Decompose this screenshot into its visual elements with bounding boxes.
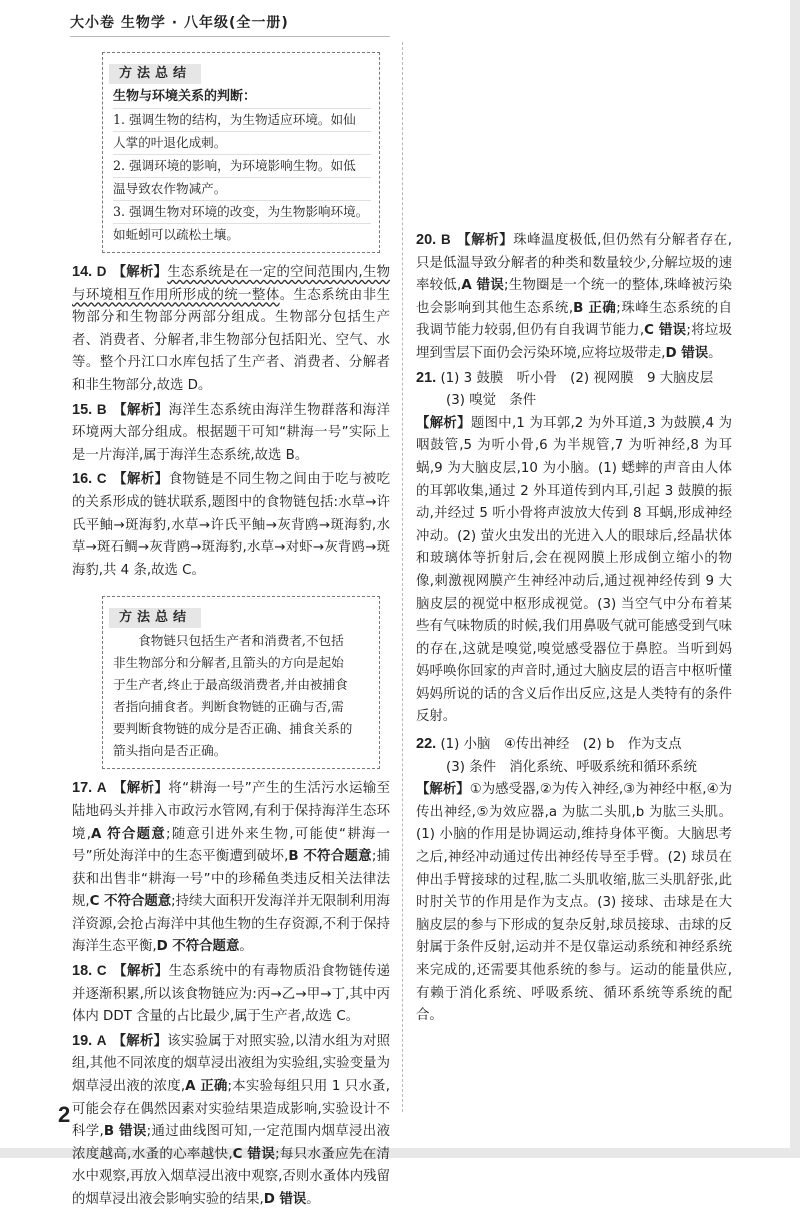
method-line: 要判断食物链的成分是否正确、捕食关系的 bbox=[113, 721, 353, 737]
page-number: 2 bbox=[58, 1102, 71, 1127]
explanation-text: 海洋生态系统由海洋生物群落和海洋环境两大部分组成。根据题干可知“耕海一号”实际上是一片海洋,属于海洋生态系统,故选 B。 bbox=[72, 402, 391, 463]
explanation-text: ;捕获和出售非“耕海一号”中的珍稀鱼类违反相关法律法规, bbox=[72, 849, 390, 910]
method-summary-title: 方法总结 bbox=[109, 64, 201, 84]
explanation-text: 该实验属于对照实验,以清水组为对照组,其他不同浓度的烟草浸出液组为实验组,实验变量为烟草浸出液的浓度, bbox=[72, 1033, 390, 1095]
key-definition: 生态系统是在一定的空间范围内,生物与环境相互作用所形成的统一整体 bbox=[72, 265, 390, 303]
method-line: 于生产者,终止于最高级消费者,并由被捕食 bbox=[113, 677, 348, 693]
option-verdict: D 错误 bbox=[263, 1192, 307, 1207]
answer-item-14 bbox=[72, 261, 390, 398]
explanation-text: ;每只水蚤应先在清水中观察,再放入烟草浸出液中观察,否则水蚤体内残留的烟草浸出液会影响实验的结果, bbox=[72, 1146, 390, 1207]
answer-item-22 bbox=[416, 733, 732, 757]
explanation-text: 将“耕海一号”产生的生活污水运输至陆地码头并排入市政污水管网,有利于保持海洋生态环境, bbox=[72, 781, 391, 842]
method-summary-title: 方法总结 bbox=[109, 608, 201, 628]
method-line: 如蚯蚓可以疏松土壤。 bbox=[113, 227, 239, 242]
explanation-text: ;持续大面积开发海洋并无限制利用海洋资源,会抢占海洋中其他生物的生存资源,不利于保持海洋生态平衡, bbox=[72, 894, 390, 955]
question-number: 21. bbox=[416, 369, 437, 386]
explanation-text: 珠峰温度极低,但仍然有分解者存在,只是低温导致分解者的种类和数量较少,分解垃圾的速率较低, bbox=[416, 233, 733, 294]
option-verdict: B 正确 bbox=[573, 300, 617, 316]
explanation-text: ;将垃圾埋到雪层下面仍会污染环境,应将垃圾带走, bbox=[416, 323, 732, 361]
method-line: 3. 强调生物对环境的改变，为生物影响环境。 bbox=[113, 201, 371, 224]
option-verdict: C 不符合题意 bbox=[89, 894, 172, 910]
answer-item-19 bbox=[72, 1030, 390, 1212]
answer-item-17 bbox=[72, 777, 390, 959]
column-divider bbox=[402, 42, 403, 1112]
analysis-tag: 【解析】 bbox=[112, 964, 169, 980]
explanation-text: 。 bbox=[239, 939, 253, 955]
explanation-text: ①为感受器,②为传入神经,③为神经中枢,④为传出神经,⑤为效应器,a 为肱二头肌,b 为肱三头肌。(1) 小脑的作用是协调运动,维持身体平衡。大脑思考之后,神经冲动通过传出神经传导至手臂。(2) 球员在伸出手臂接球的过程,肱二头肌收缩,肱三头肌舒张,此时肘关节的作用是作为支点。(3) 接球、击球是在大脑皮层的参与下形成的复杂反射,球员接球、击球的反射属于条件反射,运动并不是仅靠运动系统和神经系统来完成的,还需要其他系统的参与。运动的能量供应,有赖于消化系统、呼吸系统、循环系统等系统的配合。 bbox=[416, 782, 732, 1024]
question-number: 22. bbox=[416, 736, 437, 753]
analysis-tag: 【解析】 bbox=[112, 1033, 168, 1049]
option-verdict: C 错误 bbox=[644, 323, 687, 339]
analysis-tag: 【解析】 bbox=[456, 233, 514, 248]
answer-letter: B bbox=[441, 232, 451, 247]
answer-letter: A bbox=[96, 780, 107, 796]
option-verdict: A 符合题意 bbox=[90, 826, 167, 842]
analysis-tag: 【解析】 bbox=[112, 472, 169, 488]
question-number: 17. bbox=[72, 780, 93, 797]
answer-item-22-analysis bbox=[416, 779, 732, 1028]
question-number: 14. bbox=[72, 264, 93, 280]
method-line: 人掌的叶退化成刺。 bbox=[113, 132, 371, 155]
question-number: 15. bbox=[72, 401, 93, 418]
explanation-text: ;珠峰生态系统的自我调节能力较弱,但仍有自我调节能力, bbox=[416, 300, 732, 339]
answer-letter: B bbox=[96, 401, 107, 417]
option-verdict: B 不符合题意 bbox=[288, 849, 372, 865]
method-line: 食物链只包括生产者和消费者,不包括 bbox=[138, 633, 344, 649]
question-number: 19. bbox=[72, 1032, 93, 1049]
option-verdict: D 不符合题意 bbox=[156, 939, 240, 955]
method-line: 温导致农作物减产。 bbox=[113, 178, 371, 201]
method-line: 1. 强调生物的结构，为生物适应环境。如仙 bbox=[113, 109, 371, 132]
header-rule bbox=[70, 36, 390, 37]
method-summary-box-1 bbox=[102, 52, 380, 253]
option-verdict: B 错误 bbox=[103, 1124, 147, 1140]
method-line: 非生物部分和分解者,且箭头的方向是起始 bbox=[113, 655, 344, 671]
option-verdict: C 错误 bbox=[232, 1146, 276, 1162]
answer-item-21-analysis bbox=[416, 413, 732, 729]
explanation-text: 。生态系统由非生物部分和生物部分两部分组成。生物部分包括生产者、消费者、分解者,非生物部分包括阳光、空气、水等。整个丹江口水库包括了生产者、消费者、分解者和非生物部分,故选 D。 bbox=[72, 287, 390, 393]
explanation-text: 。 bbox=[708, 345, 722, 361]
question-number: 16. bbox=[72, 471, 93, 488]
method-summary-box-2 bbox=[102, 596, 380, 769]
right-column-main bbox=[416, 228, 732, 1028]
option-verdict: A 正确 bbox=[185, 1079, 228, 1095]
answer-item-18 bbox=[72, 960, 390, 1029]
option-verdict: D 错误 bbox=[665, 345, 709, 361]
option-verdict: A 错误 bbox=[461, 278, 504, 294]
explanation-text: 题图中,1 为耳郭,2 为外耳道,3 为鼓膜,4 为咽鼓管,5 为听小骨,6 为半规管,7 为听神经,8 为耳蜗,9 为大脑皮层,10 为小脑。(1) 蟋蟀的声音由人体的耳郭收集,通过 2 外耳道传到内耳,引起 3 鼓膜的振动,并经过 5 听小骨将声波放大传到 8 耳蜗,形成神经冲动。(2) 萤火虫发出的光进入人的眼球后,经晶状体和玻璃体等折射后,会在视网膜上形成倒立缩小的物像,刺激视网膜产生神经冲动后,通过视神经传到 9 大脑皮层的视觉中枢形成视觉。(3) 当空气中分布着某些有气味物质的时候,我们用鼻吸气就可能感受到气味的存在,这就是嗅觉,嗅觉感受器位于鼻腔。当听到妈妈呼唤你回家的声音时,通过大脑皮层的语言中枢听懂妈妈所说的话的含义后作出反应,这是人类特有的条件反射。 bbox=[416, 415, 733, 725]
answer-item-21 bbox=[416, 367, 732, 391]
answer-item-20 bbox=[416, 229, 732, 366]
answer-item-16 bbox=[72, 468, 390, 582]
explanation-text: ;随意引进外来生物,可能使“耕海一号”所处海洋中的生态平衡遭到破坏, bbox=[72, 826, 390, 865]
answer-item-15 bbox=[72, 399, 390, 468]
explanation-text: ;通过曲线图可知,一定范围内烟草浸出液浓度越高,水蚤的心率越快, bbox=[72, 1124, 390, 1162]
analysis-tag: 【解析】 bbox=[416, 782, 470, 798]
explanation-text: ;生物圈是一个统一的整体,珠峰被污染也会影响到其他生态系统, bbox=[416, 278, 732, 316]
header-title: 大小卷 生物学 · 八年级(全一册) bbox=[70, 15, 289, 31]
answer-line: (3) 嗅觉 条件 bbox=[446, 393, 537, 409]
answer-letter: D bbox=[96, 264, 107, 279]
explanation-text: 。 bbox=[306, 1192, 320, 1207]
analysis-tag: 【解析】 bbox=[112, 781, 169, 797]
answer-line: (3) 条件 消化系统、呼吸系统和循环系统 bbox=[446, 759, 697, 775]
method-line: 2. 强调环境的影响，为环境影响生物。如低 bbox=[113, 155, 371, 178]
answer-letter: C bbox=[96, 963, 107, 979]
method-line: 者指向捕食者。判断食物链的正确与否,需 bbox=[113, 699, 344, 715]
analysis-tag: 【解析】 bbox=[416, 415, 471, 431]
explanation-text: 食物链是不同生物之间由于吃与被吃的关系形成的链状联系,题图中的食物链包括:水草→许氏平鲉→斑海豹,水草→许氏平鲉→灰背鸥→斑海豹,水草→斑石鲷→灰背鸥→斑海豹,水草→对虾→灰背鸥→斑海豹,共 4 条,故选 C。 bbox=[72, 472, 391, 578]
method-summary-heading: 生物与环境关系的判断： bbox=[113, 86, 371, 109]
question-number: 20. bbox=[416, 232, 437, 248]
explanation-text: ;本实验每组只用 1 只水蚤,可能会存在偶然因素对实验结果造成影响,实验设计不科学, bbox=[72, 1079, 390, 1140]
answer-line: (1) 小脑 ④传出神经 (2) b 作为支点 bbox=[440, 737, 682, 753]
answer-line: (1) 3 鼓膜 听小骨 (2) 视网膜 9 大脑皮层 bbox=[440, 370, 714, 386]
left-column bbox=[72, 44, 390, 1212]
analysis-tag: 【解析】 bbox=[112, 265, 168, 280]
explanation-text: 生态系统中的有毒物质沿食物链传递并逐渐积累,所以该食物链应为:丙→乙→甲→丁,其中丙体内 DDT 含量的占比最少,属于生产者,故选 C。 bbox=[72, 964, 391, 1025]
answer-letter: C bbox=[96, 471, 107, 487]
answer-letter: A bbox=[96, 1032, 107, 1048]
question-number: 18. bbox=[72, 963, 93, 980]
method-line: 箭头指向是否正确。 bbox=[113, 743, 227, 759]
analysis-tag: 【解析】 bbox=[112, 402, 169, 418]
